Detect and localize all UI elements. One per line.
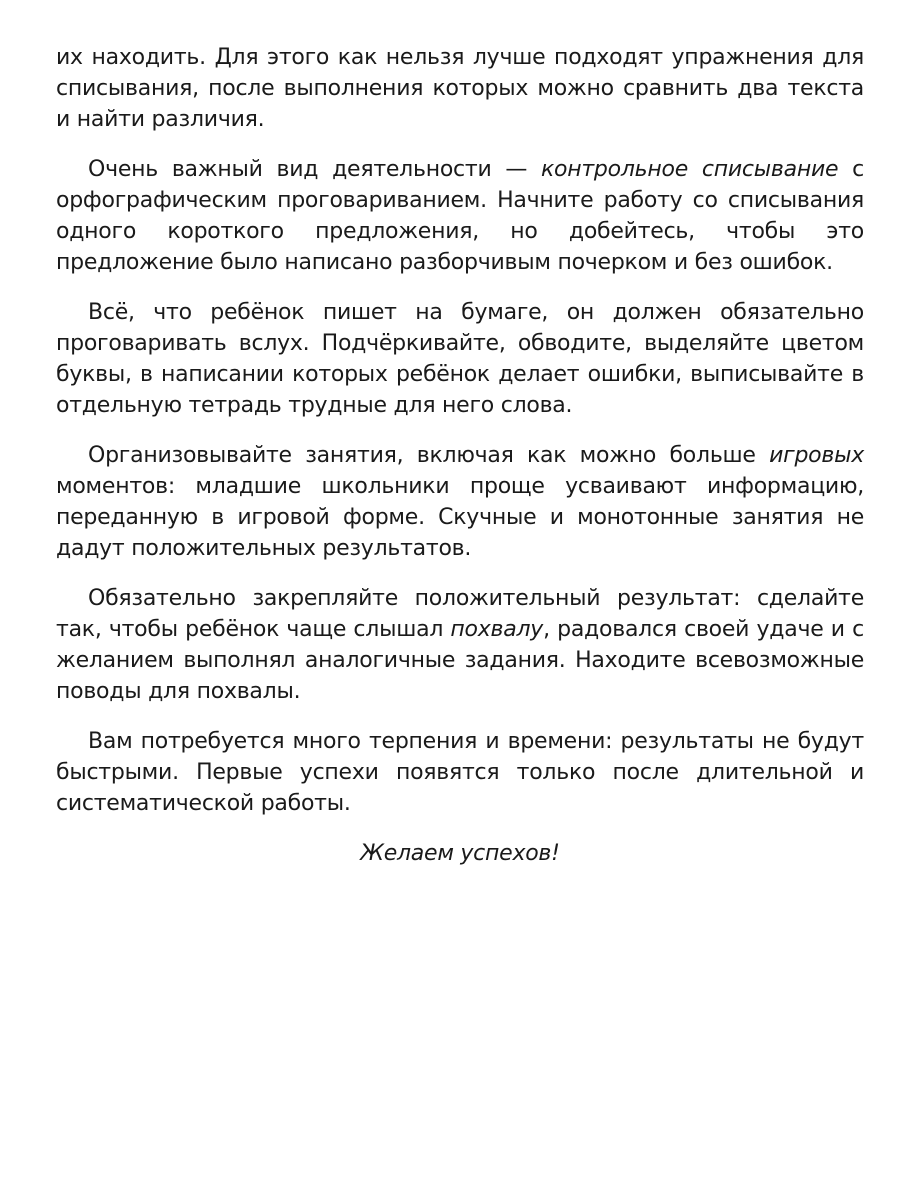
paragraph-text: Обязательно закрепляйте положительный результат: сделайте так, чтобы ребёнок чаще слышал [56,586,864,642]
paragraph-text: моментов: младшие школьники проще усваивают информацию, переданную в игровой форме. Скучные и монотонные занятия не дадут положительных результатов. [56,474,864,561]
paragraph-text: Всё, что ребёнок пишет на бумаге, он должен обязательно проговаривать вслух. Подчёркивайте, обводите, выделяйте цветом буквы, в написании которых ребёнок делает ошибки, выписывайте в отдельную тетрадь трудные для него слова. [56,300,864,418]
paragraph-patience [56,726,864,819]
paragraph-text: Организовывайте занятия, включая как можно больше [88,443,770,468]
paragraph-game-moments [56,440,864,564]
paragraph-text: Вам потребуется много терпения и времени: результаты не будут быстрыми. Первые успехи появятся только после длительной и систематической работы. [56,729,864,816]
paragraph-text: с орфографическим проговариванием. Начните работу со списывания одного короткого предложения, но добейтесь, чтобы это предложение было написано разборчивым почерком и без ошибок. [56,157,865,275]
emphasis-text: контрольное списывание [540,157,839,182]
paragraph-text: , радовался своей удаче и с желанием выполнял аналогичные задания. Находите всевозможные поводы для похвалы. [56,617,864,704]
emphasis-text: похвалу [450,617,544,642]
paragraph-praise [56,583,864,707]
paragraph-text: Очень важный вид деятельности — [88,157,541,182]
paragraph-exercises [56,42,864,135]
paragraph-control-copying [56,154,864,278]
closing-wish: Желаем успехов! [360,841,560,866]
paragraph-text: их находить. Для этого как нельзя лучше подходят упражнения для списывания, после выполнения которых можно сравнить два текста и найти различия. [56,45,864,132]
document-page [56,42,864,869]
emphasis-text: игровых [769,443,864,468]
paragraph-speak-aloud [56,297,864,421]
